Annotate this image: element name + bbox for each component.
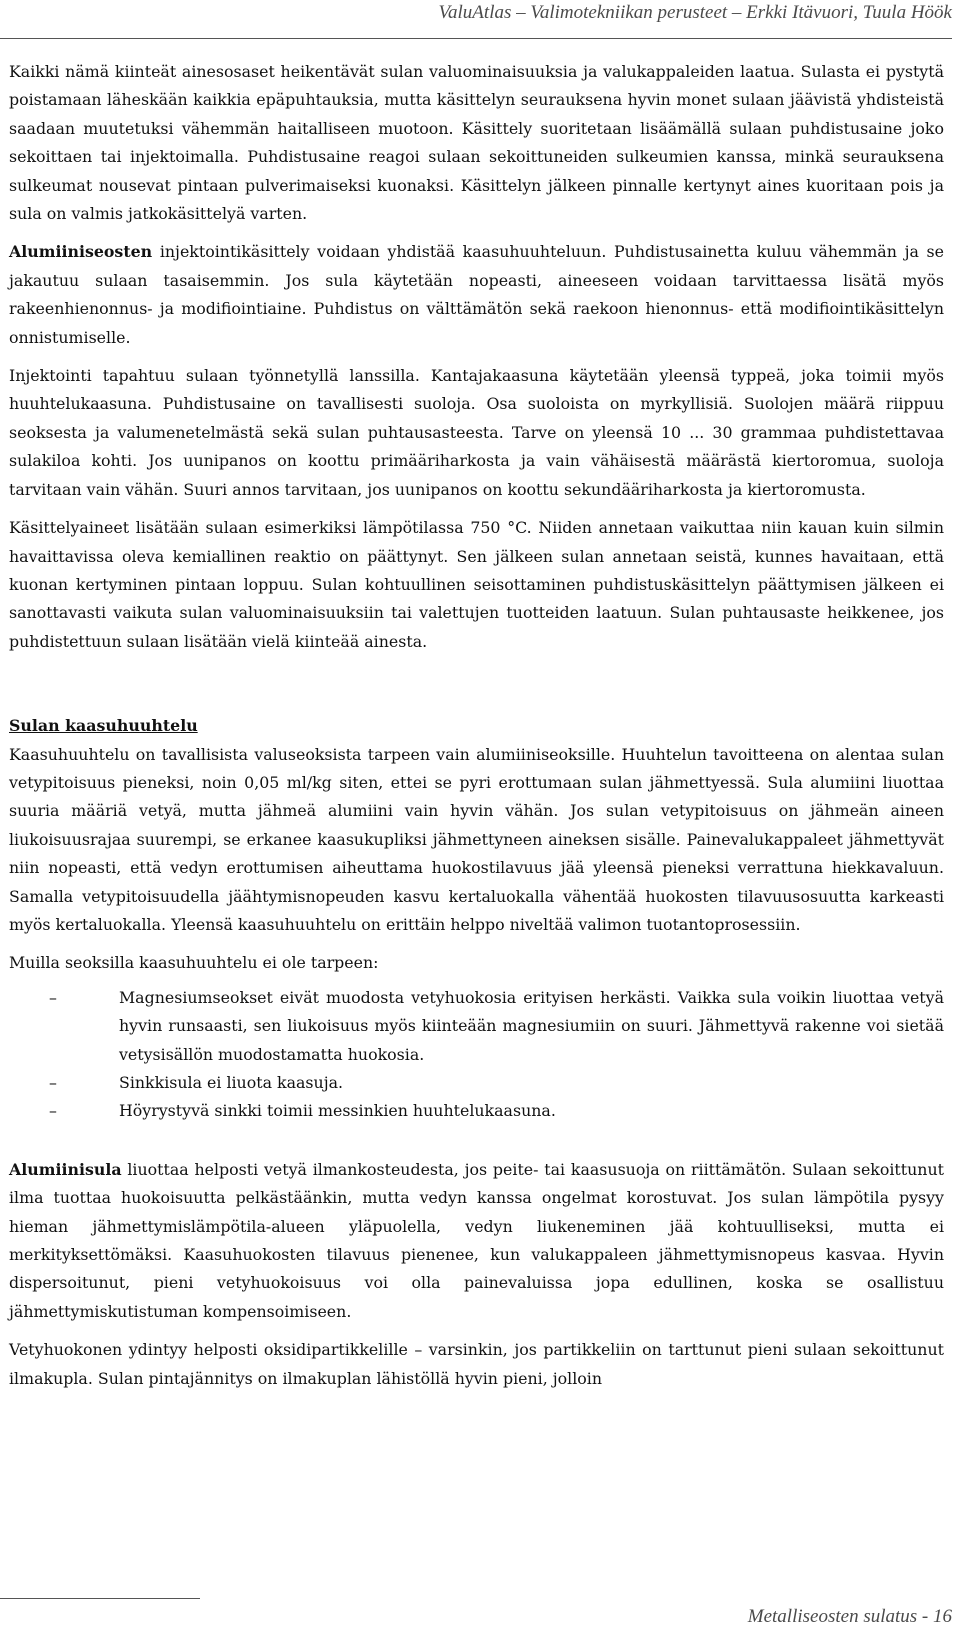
paragraph-aluminium-injection xyxy=(9,238,944,352)
paragraph-hydrogen-pore: Vetyhuokonen ydintyy helposti oksidipartikkelille – varsinkin, jos partikkeliin on tarttunut pieni sulaan sekoittunut ilmakupla. Sulan pintajännitys on ilmakuplan lähistöllä hyvin pieni, jolloin xyxy=(9,1340,944,1388)
list-item: – Magnesiumseokset eivät muodosta vetyhuokosia erityisen herkästi. Vaikka sula voikin liuottaa vetyä hyvin runsaasti, sen liukoisuus myös kiinteään magnesiumiin on suuri. Jähmettyvä rakenne voi sietää vetysisällön muodostamatta huokosia. xyxy=(9,984,944,1069)
page-body xyxy=(9,58,944,1403)
page-footer: Metalliseosten sulatus - 16 xyxy=(747,1606,952,1627)
paragraph-aluminium-hydrogen xyxy=(9,1156,944,1326)
paragraph-lead-term: Alumiinisula xyxy=(9,1159,122,1179)
dash-bullet: – xyxy=(49,987,57,1007)
list-item: – Sinkkisula ei liuota kaasuja. xyxy=(9,1069,944,1097)
paragraph-text: liuottaa helposti vetyä ilmankosteudesta, jos peite- tai kaasusuoja on riittämätön. Sulaan sekoittunut ilma tuottaa huokoisuutta pelkästäänkin, mutta vedyn kanssa ongelmat korostuvat. Jos sulan lämpötila pysyy hieman jähmettymislämpötila-alueen yläpuolella, vedyn liukeneminen jää kohtuulliseksi, mutta ei merkityksettömäksi. Kaasuhuokosten tilavuus pienenee, kun valukappaleen jähmettymisnopeus kasvaa. Hyvin dispersoitunut, pieni vetyhuokoisuus voi olla painevaluissa jopa edullinen, koska se osallistuu jähmettymiskutistuman kompensoimiseen. xyxy=(9,1159,944,1321)
dash-bullet: – xyxy=(49,1101,57,1121)
paragraph-text: injektointikäsittely voidaan yhdistää kaasuhuuhteluun. Puhdistusainetta kuluu vähemmän ja se jakautuu sulaan tasaisemmin. Jos sula käytetään nopeasti, aineeseen voidaan tarvittaessa lisätä myös rakeenhienonnus- ja modifiointiaine. Puhdistus on välttämätön sekä raekoon hienonnus- että modifiointikäsittelyn onnistumiselle. xyxy=(9,242,944,347)
section-heading: Sulan kaasuhuuhtelu xyxy=(9,716,198,736)
alloy-list xyxy=(9,984,944,1126)
paragraph-other-alloys: Muilla seoksilla kaasuhuuhtelu ei ole tarpeen: xyxy=(9,953,379,973)
paragraph-injection-lance: Injektointi tapahtuu sulaan työnnetyllä lanssilla. Kantajakaasuna käytetään yleensä typpeä, joka toimii myös huuhtelukaasuna. Puhdistusaine on tavallisesti suoloja. Osa suoloista on myrkyllisiä. Suolojen määrä riippuu seoksesta ja valumenetelmästä sekä sulan puhtausasteesta. Tarve on yleensä 10 ... 30 grammaa puhdistettavaa sulakiloa kohti. Jos uunipanos on koottu primääriharkosta ja vain vähäisestä määrästä kiertoromua, suoloja tarvitaan vain vähän. Suuri annos tarvitaan, jos uunipanos on koottu sekundääriharkosta ja kiertoromusta. xyxy=(9,366,944,499)
dash-bullet: – xyxy=(49,1073,57,1092)
paragraph-gas-flushing: Kaasuhuuhtelu on tavallisista valuseoksista tarpeen vain alumiiniseoksille. Huuhtelun tavoitteena on alentaa sulan vetypitoisuus pieneksi, noin 0,05 ml/kg siten, ettei se pyri erottumaan sulan jähmettyessä. Sula alumiini liuottaa suuria määriä vetyä, mutta jähmeä alumiini vain hyvin vähän. Jos sulan vetypitoisuus on jähmeän aineen liukoisuusrajaa suurempi, se erkanee kaasukupliksi jähmettyneen aineksen sisälle. Painevalukappaleet jähmettyvät niin nopeasti, että vedyn erottumisen aiheuttama huokostilavuus jää yleensä pieneksi verrattuna hiekkavaluun. Samalla vetypitoisuudella jäähtymisnopeuden kasvu kertaluokalla vähentää huokosten tilavuusosuutta karkeasti myös kertaluokalla. Yleensä kaasuhuuhtelu on erittäin helppo niveltää valimon tuotantoprosessiin. xyxy=(9,744,944,934)
running-header: ValuAtlas – Valimotekniikan perusteet – Erkki Itävuori, Tuula Höök xyxy=(438,2,952,23)
header-rule xyxy=(0,38,952,39)
paragraph-impurities: Kaikki nämä kiinteät ainesosaset heikentävät sulan valuominaisuuksia ja valukappaleiden laatua. Sulasta ei pystytä poistamaan läheskään kaikkia epäpuhtauksia, mutta käsittelyn seurauksena hyvin monet sulaan jäävistä yhdisteistä saadaan muutetuksi vähemmän haitalliseen muotoon. Käsittely suoritetaan lisäämällä sulaan puhdistusaine joko sekoittaen tai injektoimalla. Puhdistusaine reagoi sulaan sekoittuneiden sulkeumien kanssa, minkä seurauksena sulkeumat nousevat pintaan pulverimaiseksi kuonaksi. Käsittelyn jälkeen pinnalle kertynyt aines kuoritaan pois ja sula on valmis jatkokäsittelyä varten. xyxy=(9,62,944,224)
paragraph-treatment-temperature: Käsittelyaineet lisätään sulaan esimerkiksi lämpötilassa 750 °C. Niiden annetaan vaikuttaa niin kauan kuin silmin havaittavissa oleva kemiallinen reaktio on päättynyt. Sen jälkeen sulan annetaan seistä, kunnes havaitaan, että kuonan kertyminen pintaan loppuu. Sulan kohtuullinen seisottaminen puhdistuskäsittelyn päättymisen jälkeen ei sanottavasti vaikuta sulan valuominaisuuksiin tai valettujen tuotteiden laatuun. Sulan puhtausaste heikkenee, jos puhdistettuun sulaan lisätään vielä kiinteää ainesta. xyxy=(9,518,944,651)
paragraph-lead-term: Alumiiniseosten xyxy=(9,242,153,262)
footer-rule xyxy=(0,1598,200,1599)
list-item: – Höyrystyvä sinkki toimii messinkien huuhtelukaasuna. xyxy=(9,1097,944,1125)
